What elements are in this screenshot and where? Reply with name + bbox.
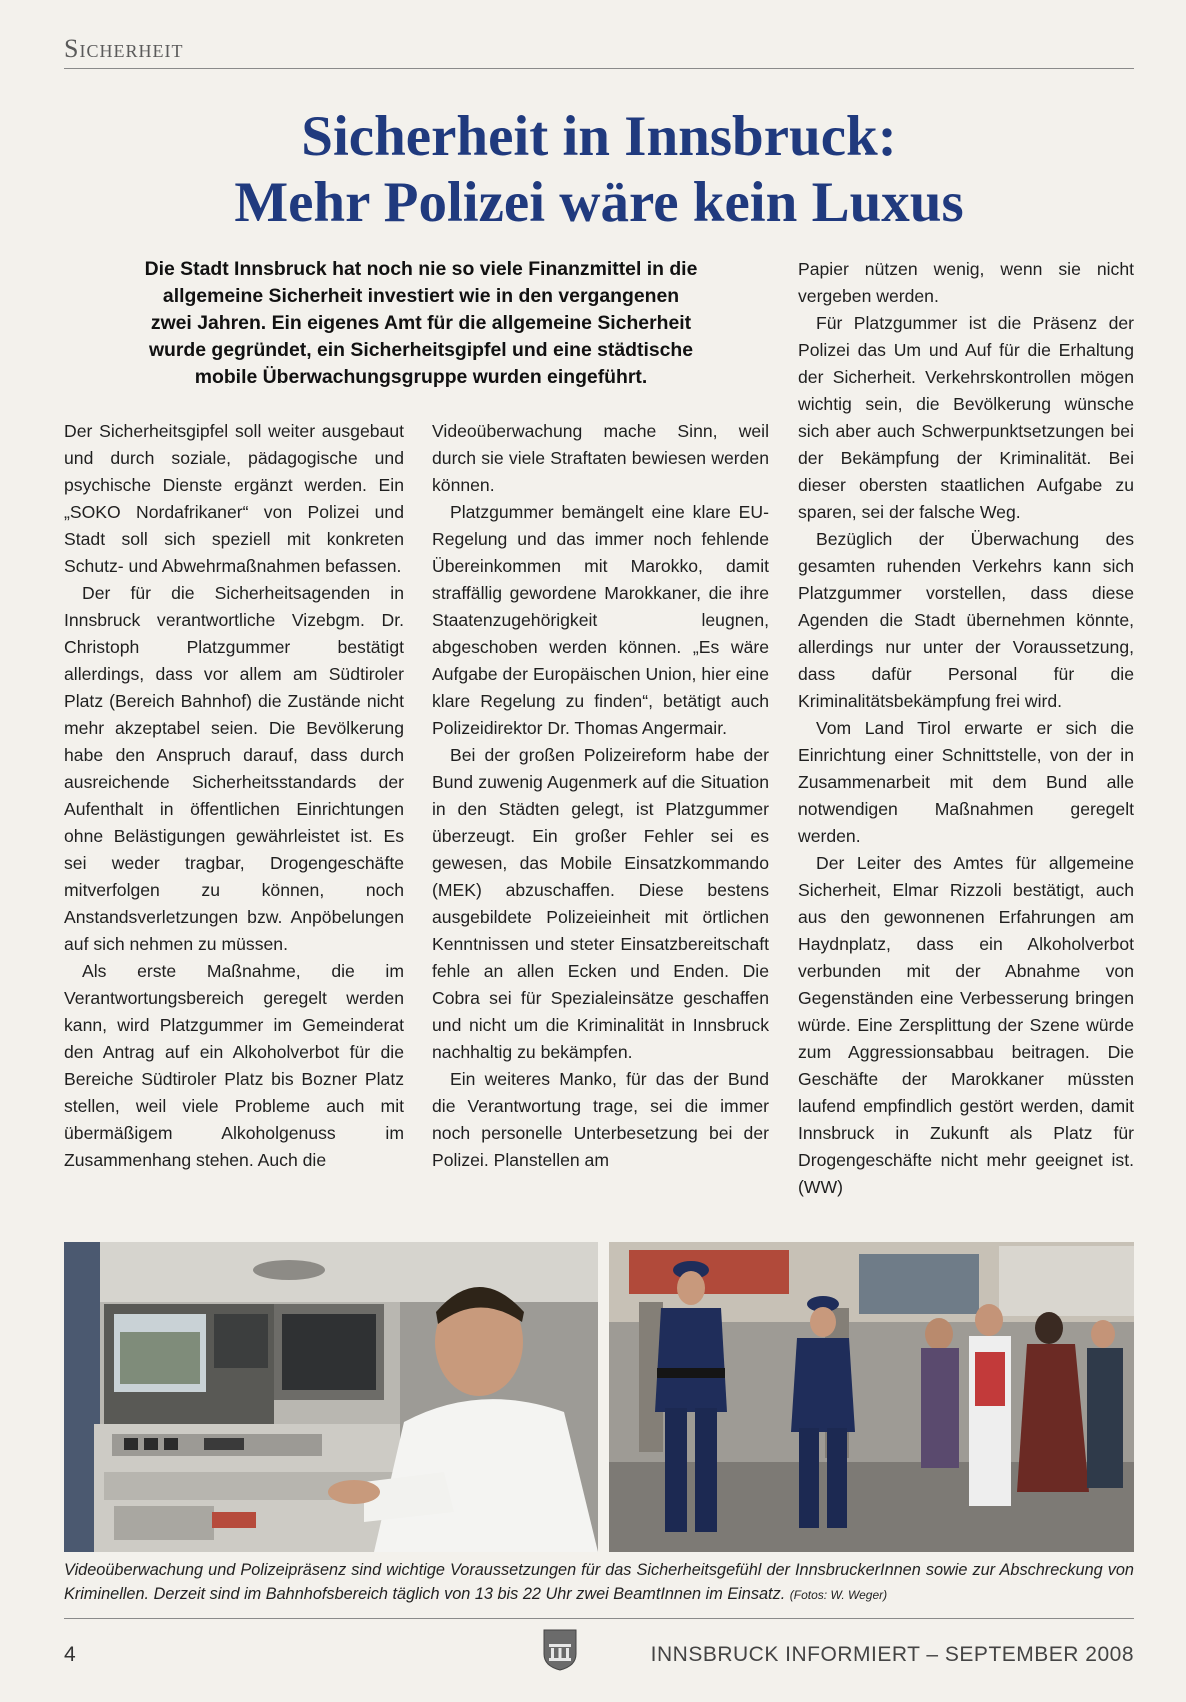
lead-line: mobile Überwachungsgruppe wurden eingeführt. <box>194 366 648 388</box>
photo-police-patrol <box>609 1242 1134 1552</box>
lead-line: Die Stadt Innsbruck hat noch nie so viele Finanzmittel in die <box>144 258 698 280</box>
paragraph: Vom Land Tirol erwarte er sich die Einrichtung einer Schnittstelle, von der in Zusammenarbeit mit dem Bund alle notwendigen Maßnahmen geregelt werden. <box>798 718 1134 846</box>
publication-title: INNSBRUCK INFORMIERT – SEPTEMBER 2008 <box>650 1643 1134 1666</box>
lead-line: wurde gegründet, ein Sicherheitsgipfel und eine städtische <box>148 339 694 361</box>
paragraph: Videoüberwachung mache Sinn, weil durch sie viele Straftaten bewiesen werden können. <box>432 421 769 495</box>
paragraph: Als erste Maßnahme, die im Verantwortungsbereich geregelt werden kann, wird Platzgummer im Gemeinderat den Antrag auf ein Alkoholverbot für die Bereiche Südtiroler Platz bis Bozner Platz stellen, weil viele Probleme auch mit übermäßigem Alkoholgenuss im Zusammenhang stehen. Auch die <box>64 961 404 1170</box>
headline <box>64 104 1134 236</box>
body-column-3 <box>798 256 1134 1201</box>
headline-line-1: Sicherheit in Innsbruck: <box>301 105 897 168</box>
paragraph: Der Sicherheitsgipfel soll weiter ausgebaut und durch soziale, pädagogische und psychische Dienste ergänzt werden. Ein „SOKO Nordafrikaner“ von Polizei und Stadt soll sich speziell mit konkreten Schutz- und Abwehrmaßnahmen befassen. <box>64 421 404 576</box>
lead-line: zwei Jahren. Ein eigenes Amt für die allgemeine Sicherheit <box>150 312 692 334</box>
caption-text: Videoüberwachung und Polizeipräsenz sind wichtige Voraussetzungen für das Sicherheitsgefühl der InnsbruckerInnen sowie zur Abschreckung von Kriminellen. Derzeit sind im Bahnhofsbereich täglich von 13 bis 22 Uhr zwei BeamtInnen im Einsatz. <box>64 1561 1134 1603</box>
photo-credit: (Fotos: W. Weger) <box>789 1588 888 1602</box>
paragraph: Der für die Sicherheitsagenden in Innsbruck verantwortliche Vizebgm. Dr. Christoph Platzgummer bestätigt allerdings, dass vor allem am Südtiroler Platz (Bereich Bahnhof) die Zustände nicht mehr akzeptabel seien. Die Bevölkerung habe den Anspruch darauf, dass durch ausreichende Sicherheitsstandards der Aufenthalt in öffentlichen Einrichtungen ohne Belästigungen gewährleistet ist. Es sei weder tragbar, Drogengeschäfte mitverfolgen zu können, noch Anstandsverletzungen bzw. Anpöbelungen auf sich nehmen zu müssen. <box>64 583 404 954</box>
section-label: Sicherheit <box>64 34 184 63</box>
paragraph: Papier nützen wenig, wenn sie nicht vergeben werden. <box>798 259 1134 306</box>
paragraph: Der Leiter des Amtes für allgemeine Sicherheit, Elmar Rizzoli bestätigt, auch aus den gewonnenen Erfahrungen am Haydnplatz, dass ein Alkoholverbot verbunden mit der Abnahme von Gegenständen eine Verbesserung bringen würde. Eine Zersplittung der Szene würde zum Aggressionsabbau beitragen. Die Geschäfte der Marokkaner müssten laufend empfindlich gestört werden, damit Innsbruck in Zukunft als Platz für Drogengeschäfte nicht mehr geeignet ist. (WW) <box>798 853 1134 1197</box>
body-column-1 <box>64 418 404 1174</box>
photo-police-patrol-illustration <box>609 1242 1134 1552</box>
paragraph: Bei der großen Polizeireform habe der Bund zuwenig Augenmerk auf die Situation in den Städten gelegt, ist Platzgummer überzeugt. Ein großer Fehler sei es gewesen, das Mobile Einsatzkommando (MEK) abzuschaffen. Diese bestens ausgebildete Polizeieinheit mit örtlichen Kenntnissen und steter Einsatzbereitschaft fehle an allen Ecken und Enden. Die Cobra sei für Spezialeinsätze geschaffen und nicht um die Kriminalität in Innsbruck nachhaltig zu bekämpfen. <box>432 745 769 1062</box>
paragraph: Für Platzgummer ist die Präsenz der Polizei das Um und Auf für die Erhaltung der Sicherheit. Verkehrskontrollen mögen wichtig sein, die Bevölkerung wünsche sich aber auch Schwerpunktsetzungen bei der Bekämpfung der Kriminalität. Bei dieser obersten staatlichen Aufgabe zu sparen, sei der falsche Weg. <box>798 313 1134 522</box>
photo-caption <box>64 1558 1134 1607</box>
headline-line-2: Mehr Polizei wäre kein Luxus <box>234 171 964 234</box>
bottom-rule <box>64 1618 1134 1619</box>
paragraph: Bezüglich der Überwachung des gesamten ruhenden Verkehrs kann sich Platzgummer vorstellen, dass diese Agenden die Stadt übernehmen könnte, allerdings nur unter der Voraussetzung, dass dafür Personal für die Kriminalitätsbekämpfung frei wird. <box>798 529 1134 711</box>
paragraph: Platzgummer bemängelt eine klare EU-Regelung und das immer noch fehlende Übereinkommen mit Marokko, damit straffällig gewordene Marokkaner, die ihre Staatenzugehörigkeit leugnen, abgeschoben werden können. „Es wäre Aufgabe der Europäischen Union, hier eine klare Regelung zu finden“, betätigt auch Polizeidirektor Dr. Thomas Angermair. <box>432 502 769 738</box>
city-crest-icon <box>542 1628 578 1672</box>
top-rule <box>64 68 1134 69</box>
paragraph: Ein weiteres Manko, für das der Bund die Verantwortung trage, sei die immer noch personelle Unterbesetzung bei der Polizei. Planstellen am <box>432 1069 769 1170</box>
body-column-2 <box>432 418 769 1174</box>
lead-paragraph <box>64 256 778 391</box>
lead-line: allgemeine Sicherheit investiert wie in den vergangenen <box>162 285 680 307</box>
page-number: 4 <box>64 1643 76 1666</box>
photo-surveillance-van <box>64 1242 598 1552</box>
city-crest-icon-graphic <box>542 1628 578 1672</box>
photo-surveillance-van-illustration <box>64 1242 598 1552</box>
